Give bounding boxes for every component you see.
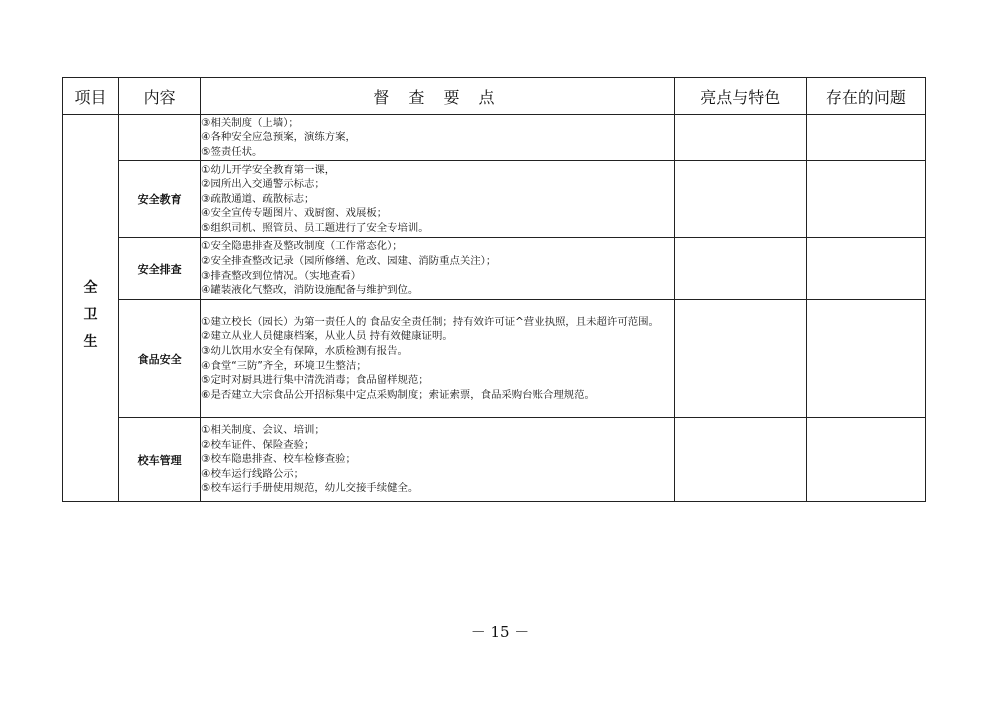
content-cell: 安全教育 [119, 161, 201, 238]
point-line: ⑤签责任状。 [201, 145, 263, 158]
content-cell [119, 115, 201, 161]
point-line: ⑤组织司机、照管员、员工题进行了安全专培训。 [201, 221, 429, 234]
point-line: ②校车证件、保险查验； [201, 438, 315, 451]
table-row [63, 300, 926, 418]
point-line: ④安全宣传专题图片、戏厨窗、戏展板； [201, 207, 388, 220]
point-line: ⑤校车运行手册使用规范，幼儿交接手续健全。 [201, 482, 419, 495]
point-line: ①建立校长（园长）为第一责任人的 食品安全责任制；持有效许可证^营业执照，且未超许可范围。 [201, 315, 659, 328]
highlights-cell [674, 300, 806, 418]
header-problems: 存在的问题 [806, 78, 925, 115]
problems-cell [806, 418, 925, 502]
item-label-char: 生 [83, 333, 98, 350]
points-cell [201, 161, 675, 238]
point-line: ②建立从业人员健康档案，从业人员 持有效健康证明。 [201, 330, 453, 343]
problems-cell [806, 115, 925, 161]
table-row [63, 238, 926, 300]
table-row [63, 115, 926, 161]
header-highlights: 亮点与特色 [674, 78, 806, 115]
highlights-cell [674, 238, 806, 300]
point-line: ③幼儿饮用水安全有保障，水质检测有报告。 [201, 344, 408, 357]
point-line: ⑥是否建立大宗食品公开招标集中定点采购制度；索证索票，食品采购台账合理规范。 [201, 388, 595, 401]
points-cell [201, 115, 675, 161]
point-line: ④校车运行线路公示； [201, 467, 304, 480]
inspection-table [62, 77, 926, 502]
point-line: ①安全隐患排查及整改制度（工作常态化）； [201, 240, 403, 253]
points-cell [201, 238, 675, 300]
header-inspection-points: 督 查 要 点 [201, 78, 675, 115]
item-label-char: 全 [83, 279, 98, 296]
table-row [63, 418, 926, 502]
header-content: 内容 [119, 78, 201, 115]
point-line: ②安全排查整改记录（园所修缮、危改、园建、消防重点关注）； [201, 254, 497, 267]
point-line: ④罐装液化气整改，消防设施配备与维护到位。 [201, 284, 419, 297]
point-line: ③疏散通道、疏散标志； [201, 192, 315, 205]
point-line: ②园所出入交通警示标志； [201, 178, 325, 191]
highlights-cell [674, 418, 806, 502]
points-cell [201, 300, 675, 418]
content-cell: 食品安全 [119, 300, 201, 418]
point-line: ①相关制度、会议、培训； [201, 424, 325, 437]
item-label-char: 卫 [83, 306, 98, 323]
table-header-row [63, 78, 926, 115]
content-cell: 校车管理 [119, 418, 201, 502]
point-line: ④各种安全应急预案，演练方案， [201, 131, 356, 144]
problems-cell [806, 300, 925, 418]
problems-cell [806, 238, 925, 300]
content-cell: 安全排查 [119, 238, 201, 300]
point-line: ⑤定时对厨具进行集中清洗消毒；食品留样规范； [201, 374, 429, 387]
point-line: ③相关制度（上墙）； [201, 116, 299, 129]
problems-cell [806, 161, 925, 238]
header-item: 项目 [63, 78, 119, 115]
point-line: ④食堂“三防”齐全，环境卫生整洁； [201, 359, 367, 372]
highlights-cell [674, 161, 806, 238]
point-line: ③排查整改到位情况。（实地查看） [201, 269, 362, 282]
page-number: － 15 － [470, 623, 530, 641]
highlights-cell [674, 115, 806, 161]
points-cell [201, 418, 675, 502]
point-line: ③校车隐患排查、校车检修查验； [201, 453, 356, 466]
item-cell [63, 115, 119, 502]
table-row [63, 161, 926, 238]
point-line: ①幼儿开学安全教育第一课， [201, 163, 336, 176]
